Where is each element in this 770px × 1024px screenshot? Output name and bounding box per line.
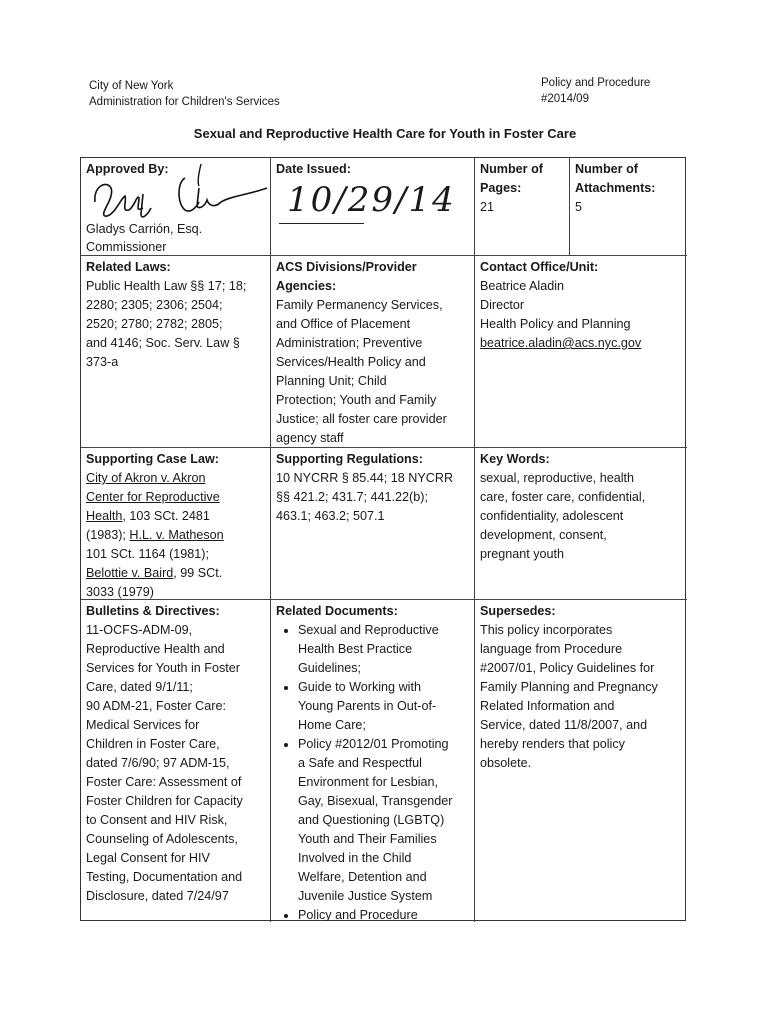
document-title: Sexual and Reproductive Health Care for Youth in Foster Care <box>193 126 577 141</box>
supersedes-line: Service, dated 11/8/2007, and <box>480 718 648 732</box>
divisions-line: agency staff <box>276 431 344 445</box>
date-issued-label: Date Issued: <box>276 162 351 176</box>
list-item <box>298 906 469 921</box>
approved-by-label: Approved By: <box>86 162 169 176</box>
list-item <box>298 678 469 735</box>
approver-role: Commissioner <box>86 240 167 254</box>
contact-email-link[interactable]: beatrice.aladin@acs.nyc.gov <box>480 336 642 350</box>
regulations-line: §§ 421.2; 431.7; 441.22(b); <box>276 490 428 504</box>
divisions-label-2: Agencies: <box>276 279 337 293</box>
related-laws-line: 2280; 2305; 2306; 2504; <box>86 298 223 312</box>
case-law-cell <box>81 448 270 599</box>
keywords-line: sexual, reproductive, health <box>480 471 635 485</box>
list-item-line: Environment for Lesbian, <box>298 775 439 789</box>
list-item-line: Home Care; <box>298 718 366 732</box>
list-item-line: Health Best Practice <box>298 642 413 656</box>
bulletins-cell <box>81 600 270 921</box>
list-item <box>298 621 469 678</box>
divisions-line: Family Permanency Services, <box>276 298 443 312</box>
supersedes-line: #2007/01, Policy Guidelines for <box>480 661 655 675</box>
divisions-line: Services/Health Policy and <box>276 355 426 369</box>
contact-label: Contact Office/Unit: <box>480 260 599 274</box>
divisions-cell <box>271 256 474 447</box>
divisions-label-1: ACS Divisions/Provider <box>276 260 417 274</box>
regulations-line: 10 NYCRR § 85.44; 18 NYCRR <box>276 471 454 485</box>
keywords-line: development, consent, <box>480 528 607 542</box>
regulations-cell <box>271 448 474 599</box>
divisions-line: Planning Unit; Child <box>276 374 387 388</box>
supersedes-line: hereby renders that policy <box>480 737 625 751</box>
attachments-label-2: Attachments: <box>575 181 656 195</box>
bulletins-line: Services for Youth in Foster <box>86 661 241 675</box>
approver-name: Gladys Carrión, Esq. <box>86 222 203 236</box>
list-item-line: • Sexual and Reproductive <box>298 623 439 637</box>
bulletins-line: Testing, Documentation and <box>86 870 243 884</box>
pages-cell <box>475 158 569 255</box>
contact-unit: Health Policy and Planning <box>480 317 631 331</box>
header-doc-id <box>541 75 650 107</box>
list-item-line: Welfare, Detention and <box>298 870 427 884</box>
related-laws-line: 2520; 2780; 2782; 2805; <box>86 317 223 331</box>
case-law-text: , 99 SCt. <box>173 566 223 580</box>
keywords-line: care, foster care, confidential, <box>480 490 646 504</box>
list-item-line: a Safe and Respectful <box>298 756 422 770</box>
case-law-text: (1983); <box>86 528 130 542</box>
bulletins-line: Reproductive Health and <box>86 642 225 656</box>
list-item-line: • Policy and Procedure <box>298 908 418 921</box>
keywords-cell <box>475 448 686 599</box>
org-line-1: City of New York <box>89 80 174 92</box>
list-item-line: Youth and Their Families <box>298 832 437 846</box>
bulletins-line: Children in Foster Care, <box>86 737 220 751</box>
case-law-line: City of Akron v. Akron <box>86 471 206 485</box>
divisions-line: Protection; Youth and Family <box>276 393 437 407</box>
bulletins-line: 90 ADM-21, Foster Care: <box>86 699 226 713</box>
regulations-line: 463.1; 463.2; 507.1 <box>276 509 385 523</box>
related-laws-label: Related Laws: <box>86 260 171 274</box>
list-item <box>298 735 469 906</box>
bulletins-line: 11-OCFS-ADM-09, <box>86 623 193 637</box>
case-law-label: Supporting Case Law: <box>86 452 219 466</box>
supersedes-line: This policy incorporates <box>480 623 613 637</box>
keywords-label: Key Words: <box>480 452 550 466</box>
divisions-line: Justice; all foster care provider <box>276 412 447 426</box>
divisions-line: and Office of Placement <box>276 317 411 331</box>
date-issued-cell <box>271 158 474 255</box>
case-law-line <box>86 507 265 526</box>
bulletins-line: to Consent and HIV Risk, <box>86 813 228 827</box>
bulletins-line: Counseling of Adolescents, <box>86 832 238 846</box>
header-organization <box>89 78 280 110</box>
case-law-citation: Health <box>86 509 123 523</box>
contact-name: Beatrice Aladin <box>480 279 565 293</box>
related-laws-cell <box>81 256 270 447</box>
list-item-line: Young Parents in Out-of- <box>298 699 437 713</box>
pages-label-2: Pages: <box>480 181 522 195</box>
related-documents-list <box>276 621 469 921</box>
case-law-citation: H.L. v. Matheson <box>129 528 224 542</box>
policy-info-table <box>80 157 686 921</box>
case-law-line <box>86 526 265 545</box>
related-documents-label: Related Documents: <box>276 604 398 618</box>
divisions-line: Administration; Preventive <box>276 336 423 350</box>
list-item-line: • Policy #2012/01 Promoting <box>298 737 449 751</box>
bulletins-line: Legal Consent for HIV <box>86 851 210 865</box>
contact-role: Director <box>480 298 525 312</box>
supersedes-line: obsolete. <box>480 756 532 770</box>
related-documents-cell <box>271 600 474 921</box>
list-item-line: Involved in the Child <box>298 851 412 865</box>
supersedes-label: Supersedes: <box>480 604 556 618</box>
bulletins-line: Disclosure, dated 7/24/97 <box>86 889 229 903</box>
regulations-label: Supporting Regulations: <box>276 452 423 466</box>
list-item-line: Guidelines; <box>298 661 362 675</box>
bulletins-line: dated 7/6/90; 97 ADM-15, <box>86 756 230 770</box>
supersedes-line: language from Procedure <box>480 642 623 656</box>
bulletins-label: Bulletins & Directives: <box>86 604 220 618</box>
case-law-line: Center for Reproductive <box>86 490 220 504</box>
list-item-line: Juvenile Justice System <box>298 889 433 903</box>
bulletins-line: Foster Care: Assessment of <box>86 775 242 789</box>
attachments-value: 5 <box>575 200 583 214</box>
attachments-cell <box>570 158 686 255</box>
related-laws-line: and 4146; Soc. Serv. Law § <box>86 336 240 350</box>
approved-by-cell <box>81 158 270 255</box>
org-line-2: Administration for Children's Services <box>89 96 280 108</box>
case-law-citation: Belottie v. Baird <box>86 566 174 580</box>
attachments-label-1: Number of <box>575 162 638 176</box>
bulletins-line: Foster Children for Capacity <box>86 794 243 808</box>
case-law-line <box>86 564 265 583</box>
case-law-text: , 103 SCt. 2481 <box>122 509 210 523</box>
bulletins-line: Medical Services for <box>86 718 200 732</box>
bulletins-line: Care, dated 9/1/11; <box>86 680 193 694</box>
list-item-line: and Questioning (LGBTQ) <box>298 813 445 827</box>
supersedes-line: Related Information and <box>480 699 615 713</box>
date-underline <box>279 223 364 224</box>
contact-cell <box>475 256 686 447</box>
pages-label-1: Number of <box>480 162 543 176</box>
related-laws-line: 373-a <box>86 355 119 369</box>
keywords-line: confidentiality, adolescent <box>480 509 624 523</box>
doc-type: Policy and Procedure <box>541 77 651 89</box>
related-laws-line: Public Health Law §§ 17; 18; <box>86 279 247 293</box>
case-law-line: 101 SCt. 1164 (1981); <box>86 547 209 561</box>
supersedes-cell <box>475 600 686 921</box>
keywords-line: pregnant youth <box>480 547 565 561</box>
date-issued-handwritten: 10/29/14 <box>287 180 456 220</box>
pages-value: 21 <box>480 200 495 214</box>
doc-number: #2014/09 <box>541 93 589 105</box>
list-item-line: Gay, Bisexual, Transgender <box>298 794 453 808</box>
case-law-line: 3033 (1979) <box>86 585 154 599</box>
list-item-line: • Guide to Working with <box>298 680 421 694</box>
supersedes-line: Family Planning and Pregnancy <box>480 680 658 694</box>
